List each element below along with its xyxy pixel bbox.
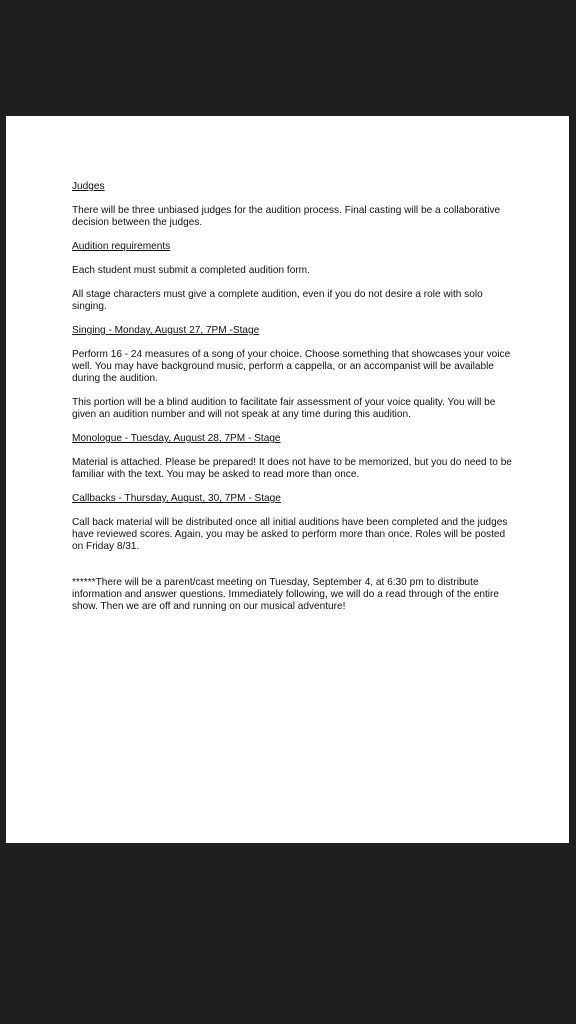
- audition-requirements-heading: Audition requirements: [72, 241, 171, 252]
- singing-paragraph-2: This portion will be a blind audition to facilitate fair assessment of your voice quality. You will be given an audition number and will not speak at any time during this audition.: [72, 397, 496, 420]
- spacer: [72, 565, 512, 577]
- requirements-paragraph-1: Each student must submit a completed audition form.: [72, 265, 310, 276]
- page-content: [72, 181, 512, 625]
- callbacks-heading: Callbacks - Thursday, August, 30, 7PM - Stage: [72, 493, 281, 504]
- monologue-paragraph: Material is attached. Please be prepared! It does not have to be memorized, but you do need to be familiar with the text. You may be asked to read more than once.: [72, 457, 512, 480]
- singing-paragraph-1: Perform 16 - 24 measures of a song of your choice. Choose something that showcases your voice well. You may have background music, perform a cappella, or an accompanist will be available during the audition.: [72, 349, 511, 384]
- requirements-paragraph-2: All stage characters must give a complete audition, even if you do not desire a role with solo singing.: [72, 289, 483, 312]
- judges-heading: Judges: [72, 181, 105, 192]
- callbacks-paragraph: Call back material will be distributed once all initial auditions have been completed and the judges have reviewed scores. Again, you may be asked to perform more than once. Roles will be posted on Friday 8/31.: [72, 517, 508, 552]
- judges-paragraph: There will be three unbiased judges for the audition process. Final casting will be a collaborative decision between the judges.: [72, 205, 501, 228]
- document-page: [6, 116, 569, 843]
- monologue-heading: Monologue - Tuesday, August 28, 7PM - Stage: [72, 433, 281, 444]
- parent-meeting-note: ******There will be a parent/cast meeting on Tuesday, September 4, at 6:30 pm to distribute information and answer questions. Immediately following, we will do a read through of the entire show. Then we are off and running on our musical adventure!: [72, 577, 499, 612]
- singing-heading: Singing - Monday, August 27, 7PM -Stage: [72, 325, 260, 336]
